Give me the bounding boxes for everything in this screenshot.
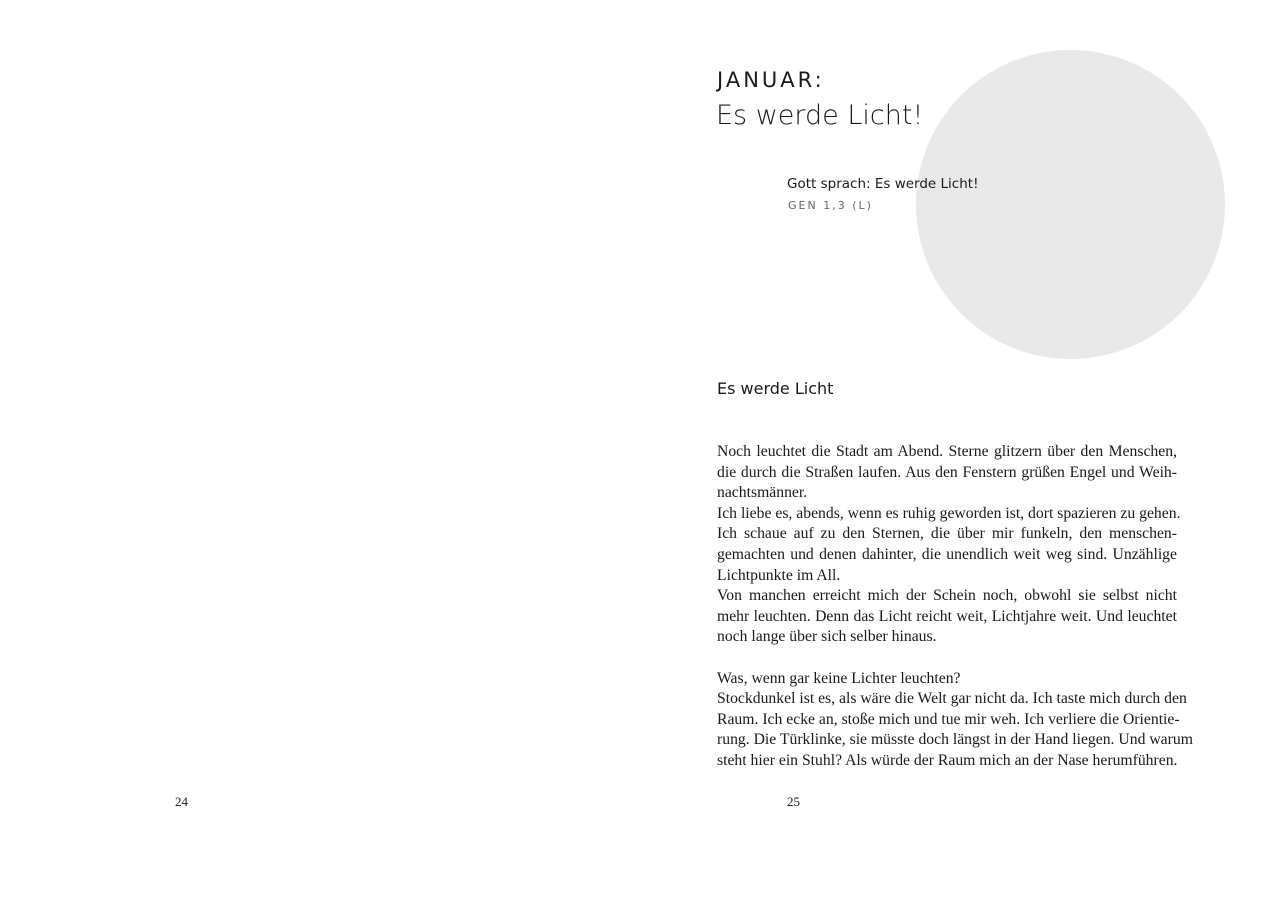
chapter-month: JANUAR: [717,68,825,92]
body-line: Lichtpunkte im All. [717,566,841,584]
decorative-circle [916,50,1225,359]
body-line: Noch leuchtet die Stadt am Abend. Sterne glitzern über den Menschen, [717,443,1177,460]
body-line: mehr leuchten. Denn das Licht reicht weit, Lichtjahre weit. Und leuchtet [717,607,1177,625]
body-line: rung. Die Türklinke, sie müsste doch längst in der Hand liegen. Und warum [717,731,1193,749]
body-text [717,442,1193,772]
body-line: Von manchen erreicht mich der Schein noch, obwohl sie selbst nicht [717,587,1177,605]
paragraph-gap [717,648,1177,669]
body-line: nachtsmänner. [717,484,808,502]
body-line: die durch die Straßen laufen. Aus den Fenstern grüßen Engel und Weih- [717,463,1177,481]
body-line: Raum. Ich ecke an, stoße mich und tue mir weh. Ich verliere die Orientie- [717,710,1180,728]
body-line: Was, wenn gar keine Lichter leuchten? [717,669,961,687]
page-number-right: 25 [787,794,800,809]
section-heading: Es werde Licht [717,379,834,398]
body-line: steht hier ein Stuhl? Als würde der Raum mich an der Nase herumführen. [717,751,1178,769]
page-number-left: 24 [175,794,188,809]
epigraph-reference: GEN 1,3 (L) [788,199,873,212]
chapter-title: Es werde Licht! [716,100,924,131]
body-line: Ich liebe es, abends, wenn es ruhig geworden ist, dort spazieren zu gehen. [717,504,1181,522]
body-line: Stockdunkel ist es, als wäre die Welt gar nicht da. Ich taste mich durch den [717,690,1187,708]
body-line: Ich schaue auf zu den Sternen, die über mir funkeln, den menschen- [717,525,1177,543]
body-line: gemachten und denen dahinter, die unendlich weit weg sind. Unzählige [717,545,1177,563]
epigraph-quote: Gott sprach: Es werde Licht! [787,176,979,192]
body-line: noch lange über sich selber hinaus. [717,628,937,646]
